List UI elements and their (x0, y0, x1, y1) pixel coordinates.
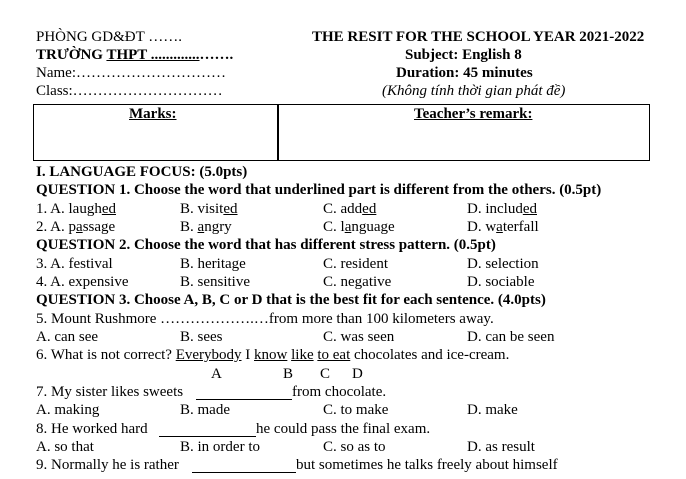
q7-option-c: C. to make (323, 402, 389, 418)
q1-option-1c: C. added (323, 201, 377, 217)
section-title: I. LANGUAGE FOCUS: (5.0pts) (36, 164, 248, 180)
marks-label: Marks: (129, 106, 177, 122)
class-field: Class:………………………… (36, 83, 223, 99)
q7-blank (196, 399, 292, 400)
q7-option-b: B. made (180, 402, 230, 418)
q6-letter-b: B (283, 366, 294, 382)
q6-letter-a: A (211, 366, 222, 382)
q2-option-3a: 3. A. festival (36, 256, 113, 272)
q1-option-2a: 2. A. passage (36, 219, 116, 235)
q8-option-a: A. so that (36, 439, 94, 455)
q2-option-3b: B. heritage (180, 256, 246, 272)
q3-item-5: 5. Mount Rushmore ……………….…from more than 100 kilometers away. (36, 311, 494, 327)
question-1-title: QUESTION 1. Choose the word that underlined part is different from the others. (0.5pt) (36, 182, 602, 198)
q2-option-4c: C. negative (323, 274, 392, 290)
q2-option-3c: C. resident (323, 256, 388, 272)
exam-title: THE RESIT FOR THE SCHOOL YEAR 2021-2022 (312, 29, 645, 45)
q1-option-2d: D. waterfall (467, 219, 539, 235)
q2-option-3d: D. selection (467, 256, 539, 272)
q2-option-4b: B. sensitive (180, 274, 250, 290)
q3-item-9-prefix: 9. Normally he is rather (36, 457, 179, 473)
q8-blank (159, 436, 256, 437)
time-note: (Không tính thời gian phát đề) (382, 83, 566, 99)
q1-option-1a: 1. A. laughed (36, 201, 117, 217)
q9-blank (192, 472, 296, 473)
q1-option-1b: B. visited (180, 201, 238, 217)
school-label: TRƯỜNG THPT .............……. (36, 47, 234, 63)
q7-option-a: A. making (36, 402, 100, 418)
question-2-title: QUESTION 2. Choose the word that has different stress pattern. (0.5pt) (36, 237, 496, 253)
q5-option-c: C. was seen (323, 329, 395, 345)
q2-option-4a: 4. A. expensive (36, 274, 129, 290)
q8-option-d: D. as result (467, 439, 535, 455)
q3-item-6: 6. What is not correct? Everybody I know like to eat chocolates and ice-cream. (36, 347, 510, 363)
q1-option-2c: C. language (323, 219, 395, 235)
q5-option-d: D. can be seen (467, 329, 555, 345)
teacher-remark-label: Teacher’s remark: (414, 106, 533, 122)
q8-option-c: C. so as to (323, 439, 386, 455)
q3-item-7-suffix: from chocolate. (292, 384, 387, 400)
q3-item-8-prefix: 8. He worked hard (36, 421, 148, 437)
department-label: PHÒNG GD&ĐT ……. (36, 29, 182, 45)
duration-label: Duration: 45 minutes (396, 65, 533, 81)
q3-item-9-suffix: but sometimes he talks freely about himself (296, 457, 558, 473)
question-3-title: QUESTION 3. Choose A, B, C or D that is the best fit for each sentence. (4.0pts) (36, 292, 546, 308)
q7-option-d: D. make (467, 402, 518, 418)
q6-letter-c: C (320, 366, 331, 382)
q5-option-a: A. can see (36, 329, 99, 345)
subject-label: Subject: English 8 (405, 47, 522, 63)
q2-option-4d: D. sociable (467, 274, 535, 290)
q3-item-8-suffix: he could pass the final exam. (256, 421, 431, 437)
q1-option-2b: B. angry (180, 219, 232, 235)
q1-option-1d: D. included (467, 201, 537, 217)
q5-option-b: B. sees (180, 329, 223, 345)
q8-option-b: B. in order to (180, 439, 260, 455)
name-field: Name:………………………… (36, 65, 226, 81)
q6-letter-d: D (352, 366, 363, 382)
q3-item-7-prefix: 7. My sister likes sweets (36, 384, 184, 400)
